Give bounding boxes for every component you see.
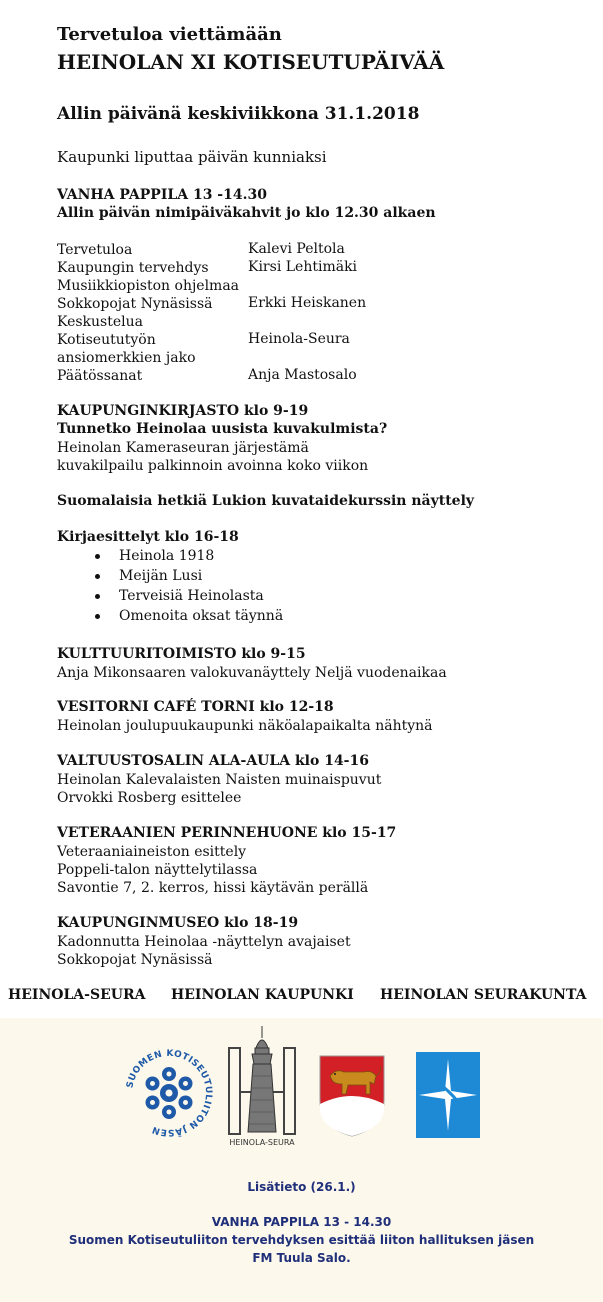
organizer-name: HEINOLAN SEURAKUNTA	[380, 987, 587, 1003]
list-item: Omenoita oksat täynnä	[95, 606, 283, 626]
program-item: Sokkopojat Nynäsissä	[57, 296, 213, 312]
program-item: Keskustelua	[57, 314, 143, 330]
info-title: Lisätieto (26.1.)	[247, 1180, 356, 1194]
vesitorni-line: Heinolan joulupuukaupunki näköalapaikalta nähtynä	[57, 718, 433, 734]
pappila-heading: VANHA PAPPILA 13 -14.30	[57, 187, 267, 203]
kirjasto-subheading: Tunnetko Heinolaa uusista kuvakulmista?	[57, 421, 388, 437]
kirjasto-line: kuvakilpailu palkinnoin avoinna koko viikon	[57, 458, 369, 474]
organizer-name: HEINOLAN KAUPUNKI	[171, 987, 354, 1003]
program-item: Päätössanat	[57, 368, 143, 384]
page-title: HEINOLAN XI KOTISEUTUPÄIVÄÄ	[57, 50, 445, 74]
program-person: Anja Mastosalo	[248, 367, 357, 383]
list-item: Meijän Lusi	[95, 566, 283, 586]
book-list	[95, 546, 283, 626]
museo-line: Kadonnutta Heinolaa -näyttelyn avajaiset	[57, 934, 351, 950]
seurakunta-logo	[415, 1051, 481, 1139]
veteraani-line: Savontie 7, 2. kerros, hissi käytävän perällä	[57, 880, 369, 896]
valtuusto-line: Orvokki Rosberg esittelee	[57, 790, 242, 806]
vesitorni-heading: VESITORNI CAFÉ TORNI klo 12-18	[57, 699, 334, 715]
info-line: FM Tuula Salo.	[252, 1251, 351, 1265]
list-item: Heinola 1918	[95, 546, 283, 566]
kotiseutuliitto-logo	[120, 1044, 218, 1142]
veteraani-line: Poppeli-talon näyttelytilassa	[57, 862, 258, 878]
info-line: Suomen Kotiseutuliiton tervehdyksen esittää liiton hallituksen jäsen	[68, 1233, 535, 1247]
program-person: Kirsi Lehtimäki	[248, 259, 358, 275]
program-item: Kotiseututyön	[57, 332, 156, 348]
museo-line: Sokkopojat Nynäsissä	[57, 952, 213, 968]
books-heading: Kirjaesittelyt klo 16-18	[57, 529, 239, 545]
program-item: ansiomerkkien jako	[57, 350, 196, 366]
kulttuuri-line: Anja Mikonsaaren valokuvanäyttely Neljä vuodenaikaa	[57, 665, 447, 681]
program-item: Tervetuloa	[57, 242, 133, 258]
program-person: Kalevi Peltola	[248, 241, 345, 257]
museo-heading: KAUPUNGINMUSEO klo 18-19	[57, 915, 299, 931]
info-line: VANHA PAPPILA 13 - 14.30	[211, 1215, 392, 1229]
program-person: Heinola-Seura	[248, 331, 350, 347]
date-line: Allin päivänä keskiviikkona 31.1.2018	[57, 104, 420, 124]
kotiseutuliitto-ring-text: SUOMEN KOTISEUTULIITON JÄSEN	[125, 1048, 214, 1138]
kirjasto-heading: KAUPUNGINKIRJASTO klo 9-19	[57, 403, 309, 419]
valtuusto-heading: VALTUUSTOSALIN ALA-AULA klo 14-16	[57, 753, 369, 769]
pappila-subheading: Allin päivän nimipäiväkahvit jo klo 12.30 alkaen	[57, 205, 436, 221]
program-item: Musiikkiopiston ohjelmaa	[57, 278, 240, 294]
welcome-text: Tervetuloa viettämään	[57, 24, 282, 45]
organizer-name: HEINOLA-SEURA	[8, 987, 146, 1003]
kulttuuri-heading: KULTTUURITOIMISTO klo 9-15	[57, 646, 306, 662]
program-person: Erkki Heiskanen	[248, 295, 367, 311]
footer-panel	[0, 1018, 603, 1302]
heinola-seura-logo	[226, 1024, 298, 1148]
heinola-seura-caption: HEINOLA-SEURA	[229, 1138, 295, 1147]
veteraani-heading: VETERAANIEN PERINNEHUONE klo 15-17	[57, 825, 397, 841]
heinola-coat-of-arms	[318, 1054, 386, 1138]
flag-note: Kaupunki liputtaa päivän kunniaksi	[57, 148, 327, 166]
valtuusto-line: Heinolan Kalevalaisten Naisten muinaispuvut	[57, 772, 382, 788]
list-item: Terveisiä Heinolasta	[95, 586, 283, 606]
program-item: Kaupungin tervehdys	[57, 260, 209, 276]
kirjasto-line: Heinolan Kameraseuran järjestämä	[57, 440, 309, 456]
lukio-exhibition: Suomalaisia hetkiä Lukion kuvataidekurssin näyttely	[57, 493, 475, 509]
veteraani-line: Veteraaniaineiston esittely	[57, 844, 247, 860]
